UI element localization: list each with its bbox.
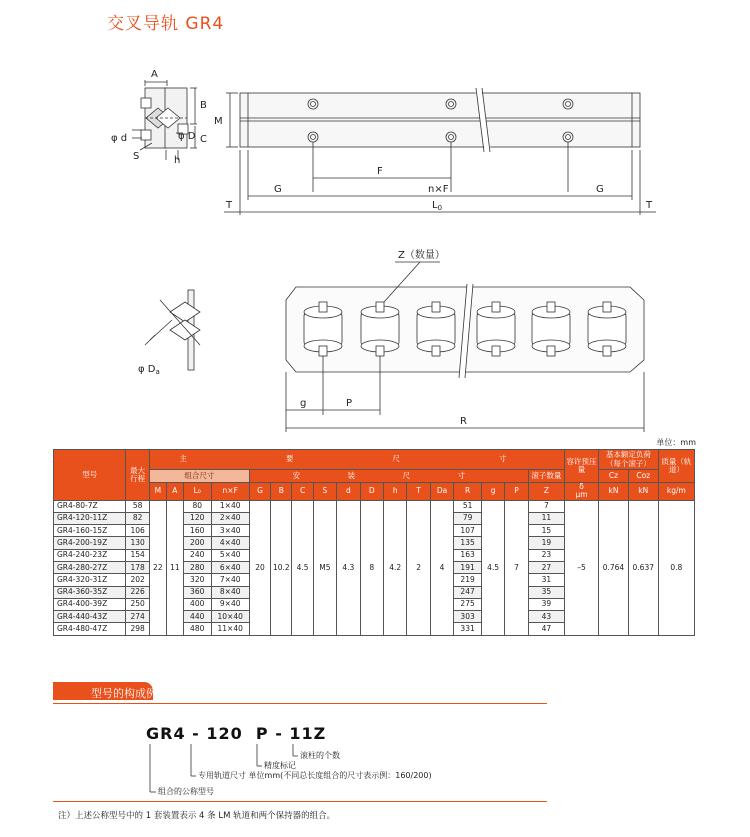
cell-model: GR4-480-47Z <box>54 623 126 635</box>
cell-nxf: 6×40 <box>211 561 249 573</box>
cell-z: 39 <box>528 598 564 610</box>
cell-max-stroke: 106 <box>126 525 149 537</box>
cell-m: 22 <box>149 500 166 635</box>
col-da: Da <box>430 483 453 501</box>
dim-label-b: B <box>200 100 207 111</box>
cell-preload: –5 <box>565 500 599 635</box>
cell-model: GR4-120-11Z <box>54 512 126 524</box>
cell-max-stroke: 274 <box>126 611 149 623</box>
col-preload: 容许预压量 <box>565 450 599 483</box>
cell-model: GR4-440-43Z <box>54 611 126 623</box>
spec-table <box>53 449 695 636</box>
footnote: 注）上述公称型号中的 1 套装置表示 4 条 LM 轨道和两个保持器的组合。 <box>58 811 336 821</box>
model-label-precision: 精度标记 <box>264 761 296 770</box>
cell-s: M5 <box>313 500 336 635</box>
cell-z: 15 <box>528 525 564 537</box>
cell-model: GR4-200-19Z <box>54 537 126 549</box>
dim-label-c: C <box>200 134 207 145</box>
cell-a: 11 <box>166 500 183 635</box>
cell-z: 23 <box>528 549 564 561</box>
col-r: R <box>454 483 482 501</box>
dim-label-p: P <box>346 398 353 409</box>
cell-r: 79 <box>454 512 482 524</box>
cell-l0: 120 <box>183 512 211 524</box>
cell-max-stroke: 58 <box>126 500 149 512</box>
cell-model: GR4-80-7Z <box>54 500 126 512</box>
dim-label-h: h <box>174 155 181 166</box>
dim-label-z: Z（数量） <box>398 250 445 261</box>
cell-model: GR4-400-39Z <box>54 598 126 610</box>
cell-max-stroke: 82 <box>126 512 149 524</box>
cell-nxf: 3×40 <box>211 525 249 537</box>
dim-label-phi-d: φ d <box>111 133 128 144</box>
dim-label-f: F <box>377 166 383 177</box>
cell-max-stroke: 298 <box>126 623 149 635</box>
cell-max-stroke: 202 <box>126 574 149 586</box>
col-rated-load: 基本额定负荷（每个滚子） <box>599 450 659 470</box>
cell-coz: 0.637 <box>628 500 658 635</box>
cell-h: 4.2 <box>383 500 406 635</box>
dim-label-l0: $L_0$ <box>432 200 443 212</box>
cell-r: 247 <box>454 586 482 598</box>
dim-label-r: R <box>460 416 467 427</box>
model-code-example: GR4 - 120 P - 11Z <box>146 724 327 743</box>
cell-r: 219 <box>454 574 482 586</box>
cell-nxf: 1×40 <box>211 500 249 512</box>
col-m: M <box>149 483 166 501</box>
model-section-title: 型号的构成例 <box>91 687 157 700</box>
col-p: P <box>505 483 528 501</box>
dim-label-g-left: G <box>274 184 282 195</box>
cell-model: GR4-280-27Z <box>54 561 126 573</box>
dim-label-g-small: g <box>300 398 307 409</box>
dim-label-g-right: G <box>596 184 604 195</box>
cell-da: 4 <box>430 500 453 635</box>
col-g-small: g <box>481 483 504 501</box>
cell-model: GR4-160-15Z <box>54 525 126 537</box>
col-cz-unit: kN <box>599 483 629 501</box>
col-cz: Cz <box>599 470 629 483</box>
col-coz-unit: kN <box>628 483 658 501</box>
cell-max-stroke: 226 <box>126 586 149 598</box>
cell-z: 35 <box>528 586 564 598</box>
dim-label-t-left: T <box>226 200 233 211</box>
cell-p: 7 <box>505 500 528 635</box>
cell-max-stroke: 250 <box>126 598 149 610</box>
cell-b: 10.2 <box>271 500 292 635</box>
unit-note: 单位：mm <box>656 438 696 447</box>
cell-r: 135 <box>454 537 482 549</box>
cell-r: 51 <box>454 500 482 512</box>
dim-label-phi-da: φ $D_a$ <box>138 364 160 376</box>
cell-mass: 0.8 <box>658 500 694 635</box>
dim-label-nxf: n×F <box>428 184 449 195</box>
cell-nxf: 9×40 <box>211 598 249 610</box>
col-c: C <box>292 483 313 501</box>
col-big-d: D <box>360 483 383 501</box>
footnote-rule <box>53 801 547 802</box>
col-t: T <box>407 483 430 501</box>
col-roller-count: 滚子数量 <box>528 470 564 483</box>
col-g: G <box>249 483 270 501</box>
cell-nxf: 5×40 <box>211 549 249 561</box>
cell-nxf: 4×40 <box>211 537 249 549</box>
cell-l0: 80 <box>183 500 211 512</box>
cell-z: 43 <box>528 611 564 623</box>
cell-z: 11 <box>528 512 564 524</box>
model-label-roller-count: 滚柱的个数 <box>300 751 340 760</box>
cell-l0: 240 <box>183 549 211 561</box>
col-l0: L₀ <box>183 483 211 501</box>
cell-l0: 480 <box>183 623 211 635</box>
col-h: h <box>383 483 406 501</box>
col-b: B <box>271 483 292 501</box>
col-z: Z <box>528 483 564 501</box>
col-d: d <box>337 483 360 501</box>
spec-table-body <box>54 500 695 635</box>
cell-l0: 160 <box>183 525 211 537</box>
cell-nxf: 11×40 <box>211 623 249 635</box>
cell-nxf: 7×40 <box>211 574 249 586</box>
cell-r: 275 <box>454 598 482 610</box>
model-section-header <box>53 682 547 704</box>
cell-nxf: 10×40 <box>211 611 249 623</box>
col-mass: 质量（轨道） <box>658 450 694 483</box>
cell-l0: 320 <box>183 574 211 586</box>
table-row <box>54 500 695 512</box>
cell-r: 191 <box>454 561 482 573</box>
cell-r: 303 <box>454 611 482 623</box>
cell-model: GR4-320-31Z <box>54 574 126 586</box>
cell-z: 27 <box>528 561 564 573</box>
model-label-name: 组合的公称型号 <box>158 787 214 796</box>
cell-max-stroke: 130 <box>126 537 149 549</box>
col-mass-unit: kg/m <box>658 483 694 501</box>
cell-l0: 360 <box>183 586 211 598</box>
col-nxf: n×F <box>211 483 249 501</box>
cell-g: 20 <box>249 500 270 635</box>
model-label-rail-length: 专用轨道尺寸 单位mm(不同总长度组合的尺寸表示例：160/200) <box>198 771 432 780</box>
cell-l0: 440 <box>183 611 211 623</box>
col-coz: Coz <box>628 470 658 483</box>
cell-z: 19 <box>528 537 564 549</box>
cell-g-small: 4.5 <box>481 500 504 635</box>
cell-r: 107 <box>454 525 482 537</box>
page-title: 交叉导轨 GR4 <box>107 14 225 34</box>
dim-label-s: S <box>133 151 140 162</box>
cell-l0: 400 <box>183 598 211 610</box>
cell-r: 331 <box>454 623 482 635</box>
dim-label-phi-big-d: φ D <box>178 131 196 142</box>
col-main-dims: 主 要 尺 寸 <box>149 450 564 470</box>
cell-z: 31 <box>528 574 564 586</box>
cell-max-stroke: 178 <box>126 561 149 573</box>
cell-max-stroke: 154 <box>126 549 149 561</box>
cell-d: 8 <box>360 500 383 635</box>
col-model: 型号 <box>54 450 126 501</box>
cell-t: 2 <box>407 500 430 635</box>
cell-cz: 0.764 <box>599 500 629 635</box>
cell-l0: 280 <box>183 561 211 573</box>
dim-label-m: M <box>214 116 223 127</box>
cell-r: 163 <box>454 549 482 561</box>
cell-nxf: 8×40 <box>211 586 249 598</box>
cell-c: 4.5 <box>292 500 313 635</box>
cell-z: 7 <box>528 500 564 512</box>
cell-d: 4.3 <box>337 500 360 635</box>
dim-label-a: A <box>151 69 158 80</box>
col-mount-dims: 安 装 尺 寸 <box>249 470 528 483</box>
col-a: A <box>166 483 183 501</box>
col-preload-unit: δ μm <box>565 483 599 501</box>
dim-label-t-right: T <box>646 200 653 211</box>
col-assembly-dims: 组合尺寸 <box>149 470 249 483</box>
col-max-stroke: 最大行程 <box>126 450 149 501</box>
cell-z: 47 <box>528 623 564 635</box>
cell-model: GR4-240-23Z <box>54 549 126 561</box>
cell-l0: 200 <box>183 537 211 549</box>
cell-model: GR4-360-35Z <box>54 586 126 598</box>
cell-nxf: 2×40 <box>211 512 249 524</box>
col-s: S <box>313 483 336 501</box>
